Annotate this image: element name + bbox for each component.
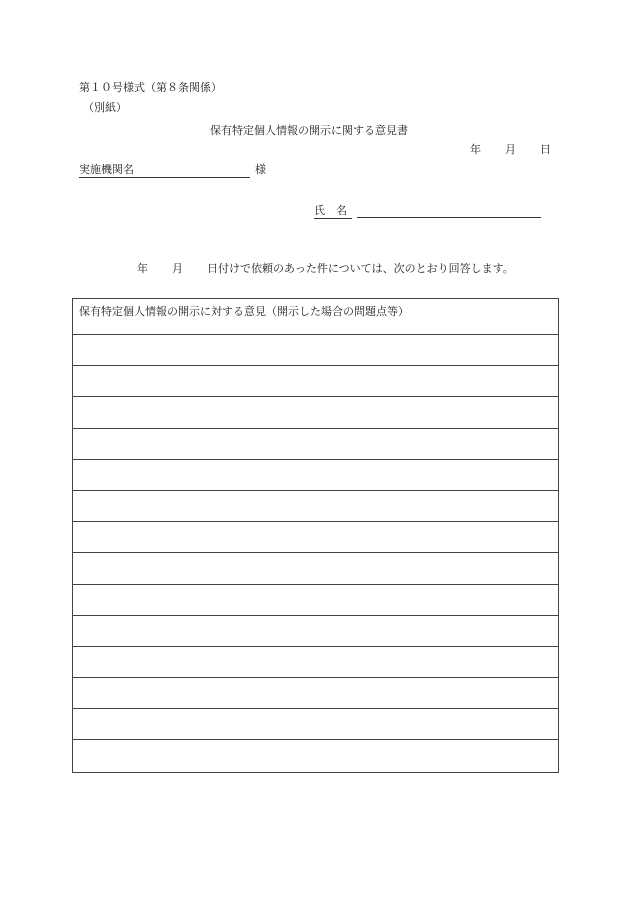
body-month: 月 bbox=[172, 262, 183, 275]
opinion-row[interactable] bbox=[73, 429, 558, 460]
signer-label-underline bbox=[314, 218, 352, 219]
body-text bbox=[137, 262, 514, 276]
recipient-field[interactable] bbox=[79, 163, 266, 178]
recipient-honorific: 様 bbox=[255, 163, 266, 176]
signer-label: 氏 名 bbox=[314, 204, 347, 217]
opinion-table-header: 保有特定個人情報の開示に対する意見（開示した場合の問題点等） bbox=[73, 299, 558, 335]
form-number: 第１０号様式（第８条関係） bbox=[79, 81, 222, 94]
body-sentence: 日付けで依頼のあった件については、次のとおり回答します。 bbox=[207, 262, 514, 275]
opinion-row[interactable] bbox=[73, 460, 558, 491]
opinion-row[interactable] bbox=[73, 491, 558, 522]
opinion-row[interactable] bbox=[73, 585, 558, 616]
date-line bbox=[470, 143, 551, 157]
opinion-row[interactable] bbox=[73, 335, 558, 366]
opinion-row[interactable] bbox=[73, 397, 558, 428]
date-year: 年 bbox=[470, 143, 481, 156]
date-month: 月 bbox=[505, 143, 516, 156]
opinion-row[interactable] bbox=[73, 647, 558, 678]
date-day: 日 bbox=[540, 143, 551, 156]
recipient-label: 実施機関名 bbox=[79, 163, 250, 178]
opinion-table bbox=[72, 298, 559, 773]
opinion-row[interactable] bbox=[73, 740, 558, 771]
opinion-row[interactable] bbox=[73, 553, 558, 584]
opinion-row[interactable] bbox=[73, 709, 558, 740]
opinion-row[interactable] bbox=[73, 522, 558, 553]
opinion-table-body bbox=[73, 335, 558, 772]
signer-field[interactable] bbox=[314, 204, 541, 218]
opinion-row[interactable] bbox=[73, 366, 558, 397]
document-title: 保有特定個人情報の開示に関する意見書 bbox=[210, 124, 408, 137]
opinion-row[interactable] bbox=[73, 678, 558, 709]
body-year: 年 bbox=[137, 262, 148, 275]
attachment-label: （別紙） bbox=[83, 101, 127, 114]
signer-name-line[interactable] bbox=[357, 204, 541, 218]
opinion-row[interactable] bbox=[73, 616, 558, 647]
